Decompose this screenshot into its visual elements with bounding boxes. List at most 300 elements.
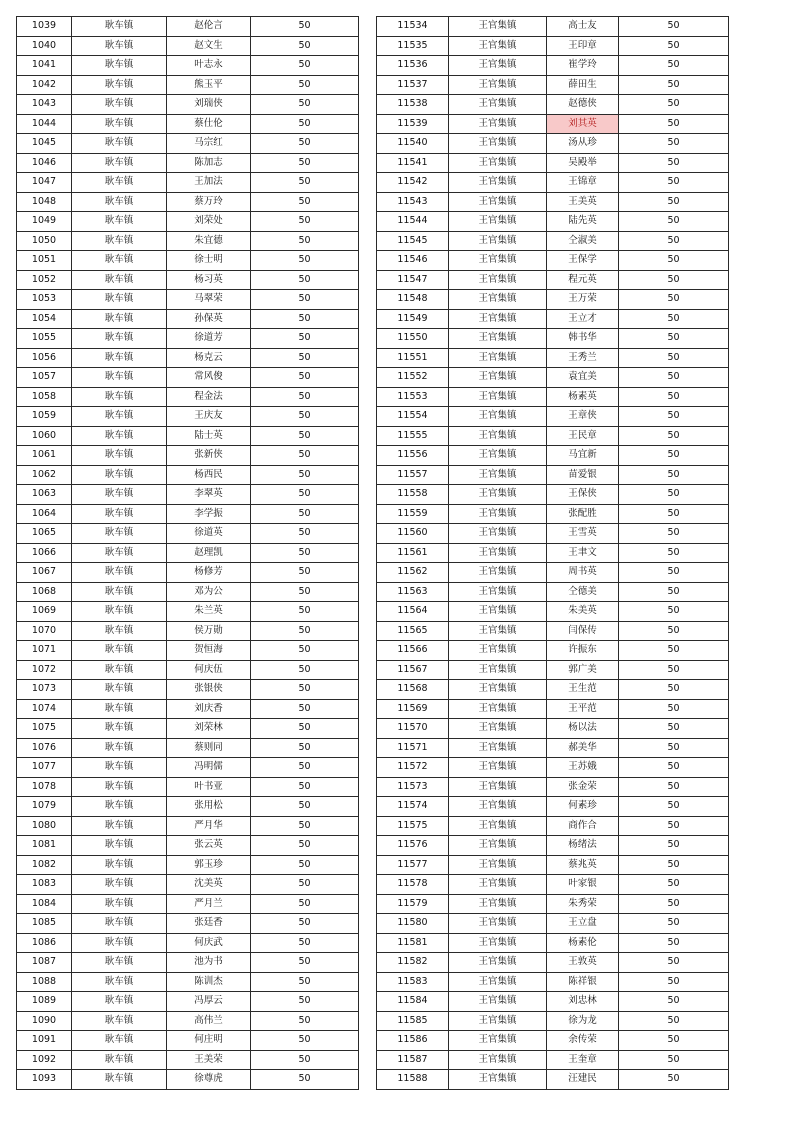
amount-cell: 50 [619, 953, 729, 973]
row-id-cell: 11585 [377, 1011, 449, 1031]
row-id-cell: 1060 [17, 426, 72, 446]
table-row [17, 660, 359, 680]
amount-cell: 50 [619, 407, 729, 427]
name-cell: 李学振 [167, 504, 251, 524]
row-id-cell: 1058 [17, 387, 72, 407]
town-cell: 王官集镇 [449, 95, 547, 115]
row-id-cell: 11563 [377, 582, 449, 602]
table-row [17, 524, 359, 544]
amount-cell: 50 [251, 660, 359, 680]
row-id-cell: 11555 [377, 426, 449, 446]
name-cell: 赵理凯 [167, 543, 251, 563]
table-row [17, 933, 359, 953]
table-row [377, 270, 729, 290]
table-row [377, 465, 729, 485]
table-row [377, 407, 729, 427]
row-id-cell: 1084 [17, 894, 72, 914]
name-cell: 张配胜 [547, 504, 619, 524]
town-cell: 耿车镇 [72, 75, 167, 95]
row-id-cell: 11543 [377, 192, 449, 212]
row-id-cell: 1056 [17, 348, 72, 368]
row-id-cell: 11580 [377, 914, 449, 934]
amount-cell: 50 [251, 1011, 359, 1031]
row-id-cell: 11549 [377, 309, 449, 329]
amount-cell: 50 [251, 953, 359, 973]
table-row [17, 875, 359, 895]
amount-cell: 50 [251, 368, 359, 388]
town-cell: 耿车镇 [72, 1070, 167, 1090]
amount-cell: 50 [251, 1070, 359, 1090]
row-id-cell: 1042 [17, 75, 72, 95]
row-id-cell: 11581 [377, 933, 449, 953]
table-row [17, 602, 359, 622]
row-id-cell: 1093 [17, 1070, 72, 1090]
name-cell: 杨克云 [167, 348, 251, 368]
row-id-cell: 11574 [377, 797, 449, 817]
town-cell: 耿车镇 [72, 660, 167, 680]
amount-cell: 50 [619, 465, 729, 485]
row-id-cell: 11545 [377, 231, 449, 251]
town-cell: 王官集镇 [449, 426, 547, 446]
row-id-cell: 11539 [377, 114, 449, 134]
amount-cell: 50 [251, 875, 359, 895]
table-row [17, 504, 359, 524]
amount-cell: 50 [619, 563, 729, 583]
table-row [377, 797, 729, 817]
row-id-cell: 11583 [377, 972, 449, 992]
name-cell: 崔学玲 [547, 56, 619, 76]
table-row [17, 309, 359, 329]
name-cell: 张云英 [167, 836, 251, 856]
name-cell: 闫保传 [547, 621, 619, 641]
name-cell: 汤从珍 [547, 134, 619, 154]
name-cell: 陈加志 [167, 153, 251, 173]
town-cell: 王官集镇 [449, 56, 547, 76]
row-id-cell: 1086 [17, 933, 72, 953]
amount-cell: 50 [619, 95, 729, 115]
row-id-cell: 1059 [17, 407, 72, 427]
town-cell: 王官集镇 [449, 582, 547, 602]
name-cell: 张廷香 [167, 914, 251, 934]
row-id-cell: 11551 [377, 348, 449, 368]
name-cell: 邓为公 [167, 582, 251, 602]
town-cell: 王官集镇 [449, 602, 547, 622]
amount-cell: 50 [251, 914, 359, 934]
town-cell: 王官集镇 [449, 348, 547, 368]
town-cell: 王官集镇 [449, 192, 547, 212]
name-cell: 朱秀荣 [547, 894, 619, 914]
row-id-cell: 11536 [377, 56, 449, 76]
table-row [17, 173, 359, 193]
table-row [377, 660, 729, 680]
row-id-cell: 1079 [17, 797, 72, 817]
town-cell: 耿车镇 [72, 309, 167, 329]
row-id-cell: 11541 [377, 153, 449, 173]
row-id-cell: 11558 [377, 485, 449, 505]
name-cell: 王保学 [547, 251, 619, 271]
table-row [377, 231, 729, 251]
town-cell: 王官集镇 [449, 290, 547, 310]
amount-cell: 50 [619, 816, 729, 836]
row-id-cell: 11575 [377, 816, 449, 836]
town-cell: 王官集镇 [449, 1031, 547, 1051]
amount-cell: 50 [251, 699, 359, 719]
table-row [377, 36, 729, 56]
amount-cell: 50 [619, 992, 729, 1012]
amount-cell: 50 [619, 582, 729, 602]
amount-cell: 50 [251, 485, 359, 505]
name-cell: 冯厚云 [167, 992, 251, 1012]
table-row [377, 368, 729, 388]
town-cell: 耿车镇 [72, 894, 167, 914]
table-row [377, 426, 729, 446]
amount-cell: 50 [251, 504, 359, 524]
town-cell: 耿车镇 [72, 446, 167, 466]
amount-cell: 50 [619, 524, 729, 544]
name-cell: 袁宜美 [547, 368, 619, 388]
name-cell: 王保侠 [547, 485, 619, 505]
town-cell: 耿车镇 [72, 134, 167, 154]
amount-cell: 50 [619, 1011, 729, 1031]
town-cell: 耿车镇 [72, 212, 167, 232]
amount-cell: 50 [251, 816, 359, 836]
amount-cell: 50 [251, 680, 359, 700]
amount-cell: 50 [251, 212, 359, 232]
town-cell: 王官集镇 [449, 446, 547, 466]
table-row [377, 1070, 729, 1090]
amount-cell: 50 [251, 407, 359, 427]
amount-cell: 50 [619, 36, 729, 56]
name-cell: 汪建民 [547, 1070, 619, 1090]
row-id-cell: 1069 [17, 602, 72, 622]
amount-cell: 50 [619, 485, 729, 505]
amount-cell: 50 [619, 719, 729, 739]
amount-cell: 50 [619, 153, 729, 173]
town-cell: 王官集镇 [449, 251, 547, 271]
table-row [17, 992, 359, 1012]
name-cell: 熊玉平 [167, 75, 251, 95]
name-cell: 刘荣处 [167, 212, 251, 232]
row-id-cell: 1039 [17, 17, 72, 37]
row-id-cell: 11573 [377, 777, 449, 797]
row-id-cell: 1050 [17, 231, 72, 251]
amount-cell: 50 [251, 153, 359, 173]
amount-cell: 50 [251, 836, 359, 856]
name-cell: 王苏娥 [547, 758, 619, 778]
amount-cell: 50 [619, 251, 729, 271]
town-cell: 耿车镇 [72, 758, 167, 778]
town-cell: 耿车镇 [72, 348, 167, 368]
name-cell: 沈美英 [167, 875, 251, 895]
row-id-cell: 11569 [377, 699, 449, 719]
table-row [17, 75, 359, 95]
town-cell: 王官集镇 [449, 777, 547, 797]
town-cell: 王官集镇 [449, 543, 547, 563]
name-cell: 徐为龙 [547, 1011, 619, 1031]
town-cell: 王官集镇 [449, 387, 547, 407]
amount-cell: 50 [619, 680, 729, 700]
amount-cell: 50 [619, 270, 729, 290]
table-row [377, 777, 729, 797]
row-id-cell: 1052 [17, 270, 72, 290]
name-cell: 薛田生 [547, 75, 619, 95]
row-id-cell: 11561 [377, 543, 449, 563]
town-cell: 王官集镇 [449, 329, 547, 349]
town-cell: 耿车镇 [72, 582, 167, 602]
amount-cell: 50 [251, 231, 359, 251]
name-cell: 马宗红 [167, 134, 251, 154]
row-id-cell: 1080 [17, 816, 72, 836]
town-cell: 耿车镇 [72, 173, 167, 193]
row-id-cell: 1087 [17, 953, 72, 973]
amount-cell: 50 [619, 914, 729, 934]
table-row [377, 933, 729, 953]
amount-cell: 50 [619, 641, 729, 661]
table-row [17, 738, 359, 758]
amount-cell: 50 [251, 348, 359, 368]
row-id-cell: 1063 [17, 485, 72, 505]
amount-cell: 50 [251, 75, 359, 95]
table-row [17, 426, 359, 446]
row-id-cell: 1081 [17, 836, 72, 856]
table-row [17, 270, 359, 290]
table-row [377, 641, 729, 661]
name-cell: 叶志永 [167, 56, 251, 76]
town-cell: 王官集镇 [449, 36, 547, 56]
amount-cell: 50 [619, 75, 729, 95]
table-row [377, 212, 729, 232]
town-cell: 王官集镇 [449, 797, 547, 817]
town-cell: 耿车镇 [72, 290, 167, 310]
town-cell: 耿车镇 [72, 95, 167, 115]
row-id-cell: 11542 [377, 173, 449, 193]
name-cell: 蔡万玲 [167, 192, 251, 212]
name-cell: 常风俊 [167, 368, 251, 388]
town-cell: 耿车镇 [72, 953, 167, 973]
town-cell: 王官集镇 [449, 660, 547, 680]
row-id-cell: 11577 [377, 855, 449, 875]
table-row [377, 621, 729, 641]
row-id-cell: 1075 [17, 719, 72, 739]
row-id-cell: 1064 [17, 504, 72, 524]
table-row [17, 231, 359, 251]
row-id-cell: 1089 [17, 992, 72, 1012]
table-row [377, 387, 729, 407]
name-cell: 叶书亚 [167, 777, 251, 797]
row-id-cell: 1076 [17, 738, 72, 758]
name-cell: 郭广美 [547, 660, 619, 680]
name-cell: 程元英 [547, 270, 619, 290]
table-row [377, 875, 729, 895]
row-id-cell: 1092 [17, 1050, 72, 1070]
town-cell: 王官集镇 [449, 368, 547, 388]
town-cell: 耿车镇 [72, 407, 167, 427]
table-row [377, 290, 729, 310]
table-row [17, 348, 359, 368]
table-row [377, 563, 729, 583]
row-id-cell: 1091 [17, 1031, 72, 1051]
town-cell: 王官集镇 [449, 134, 547, 154]
table-row [17, 485, 359, 505]
town-cell: 耿车镇 [72, 816, 167, 836]
row-id-cell: 11557 [377, 465, 449, 485]
amount-cell: 50 [251, 738, 359, 758]
amount-cell: 50 [251, 582, 359, 602]
row-id-cell: 11586 [377, 1031, 449, 1051]
table-row [377, 953, 729, 973]
table-row [377, 348, 729, 368]
table-row [17, 1050, 359, 1070]
amount-cell: 50 [619, 894, 729, 914]
name-cell: 高伟兰 [167, 1011, 251, 1031]
amount-cell: 50 [251, 114, 359, 134]
table-row [377, 543, 729, 563]
name-cell: 孙保英 [167, 309, 251, 329]
row-id-cell: 1074 [17, 699, 72, 719]
name-cell: 王生范 [547, 680, 619, 700]
amount-cell: 50 [619, 621, 729, 641]
name-cell: 杨习英 [167, 270, 251, 290]
name-cell: 周书英 [547, 563, 619, 583]
table-row [377, 17, 729, 37]
name-cell: 刘庆香 [167, 699, 251, 719]
amount-cell: 50 [619, 134, 729, 154]
row-id-cell: 1088 [17, 972, 72, 992]
name-cell: 马宜新 [547, 446, 619, 466]
name-cell: 杨西民 [167, 465, 251, 485]
table-row [17, 816, 359, 836]
row-id-cell: 1044 [17, 114, 72, 134]
name-cell: 郝美华 [547, 738, 619, 758]
table-row [17, 777, 359, 797]
table-row [377, 504, 729, 524]
amount-cell: 50 [619, 329, 729, 349]
town-cell: 耿车镇 [72, 680, 167, 700]
row-id-cell: 11554 [377, 407, 449, 427]
town-cell: 王官集镇 [449, 816, 547, 836]
name-cell: 朱美英 [547, 602, 619, 622]
name-cell: 李翠英 [167, 485, 251, 505]
amount-cell: 50 [619, 309, 729, 329]
row-id-cell: 11535 [377, 36, 449, 56]
table-row [377, 855, 729, 875]
row-id-cell: 11566 [377, 641, 449, 661]
table-row [17, 465, 359, 485]
amount-cell: 50 [251, 465, 359, 485]
table-row [17, 17, 359, 37]
table-row [377, 173, 729, 193]
name-cell: 王秀兰 [547, 348, 619, 368]
table-row [17, 387, 359, 407]
town-cell: 耿车镇 [72, 1031, 167, 1051]
table-row [17, 563, 359, 583]
name-cell: 仝德美 [547, 582, 619, 602]
table-row [17, 153, 359, 173]
amount-cell: 50 [619, 173, 729, 193]
row-id-cell: 11559 [377, 504, 449, 524]
name-cell: 王美荣 [167, 1050, 251, 1070]
amount-cell: 50 [619, 192, 729, 212]
table-row [377, 699, 729, 719]
name-cell: 蔡则同 [167, 738, 251, 758]
town-cell: 王官集镇 [449, 680, 547, 700]
table-row [377, 192, 729, 212]
amount-cell: 50 [619, 543, 729, 563]
town-cell: 耿车镇 [72, 56, 167, 76]
amount-cell: 50 [619, 855, 729, 875]
town-cell: 耿车镇 [72, 992, 167, 1012]
amount-cell: 50 [251, 426, 359, 446]
table-row [17, 56, 359, 76]
town-cell: 王官集镇 [449, 1050, 547, 1070]
town-cell: 王官集镇 [449, 1011, 547, 1031]
town-cell: 王官集镇 [449, 972, 547, 992]
amount-cell: 50 [619, 212, 729, 232]
amount-cell: 50 [251, 56, 359, 76]
table-row [17, 329, 359, 349]
name-cell: 贺恒海 [167, 641, 251, 661]
town-cell: 耿车镇 [72, 836, 167, 856]
amount-cell: 50 [251, 524, 359, 544]
town-cell: 王官集镇 [449, 270, 547, 290]
amount-cell: 50 [251, 621, 359, 641]
name-cell: 徐道芳 [167, 329, 251, 349]
amount-cell: 50 [619, 231, 729, 251]
table-row [377, 134, 729, 154]
town-cell: 王官集镇 [449, 17, 547, 37]
name-cell: 杨素伦 [547, 933, 619, 953]
town-cell: 耿车镇 [72, 36, 167, 56]
row-id-cell: 11553 [377, 387, 449, 407]
amount-cell: 50 [619, 972, 729, 992]
table-row [377, 56, 729, 76]
town-cell: 耿车镇 [72, 1050, 167, 1070]
row-id-cell: 11582 [377, 953, 449, 973]
name-cell: 张金荣 [547, 777, 619, 797]
row-id-cell: 1057 [17, 368, 72, 388]
town-cell: 王官集镇 [449, 309, 547, 329]
name-cell: 徐士明 [167, 251, 251, 271]
name-cell: 韩书华 [547, 329, 619, 349]
table-row [377, 972, 729, 992]
row-id-cell: 1045 [17, 134, 72, 154]
amount-cell: 50 [251, 894, 359, 914]
town-cell: 耿车镇 [72, 621, 167, 641]
town-cell: 王官集镇 [449, 231, 547, 251]
name-cell: 刘瑞侠 [167, 95, 251, 115]
town-cell: 耿车镇 [72, 914, 167, 934]
table-row [17, 836, 359, 856]
name-cell: 张银侠 [167, 680, 251, 700]
town-cell: 耿车镇 [72, 368, 167, 388]
row-id-cell: 11567 [377, 660, 449, 680]
row-id-cell: 11550 [377, 329, 449, 349]
name-cell: 王万荣 [547, 290, 619, 310]
right-roster-table [376, 16, 729, 1090]
table-row [377, 894, 729, 914]
table-row [377, 738, 729, 758]
table-row [377, 602, 729, 622]
town-cell: 王官集镇 [449, 758, 547, 778]
row-id-cell: 11587 [377, 1050, 449, 1070]
table-row [17, 582, 359, 602]
amount-cell: 50 [251, 719, 359, 739]
town-cell: 王官集镇 [449, 992, 547, 1012]
amount-cell: 50 [251, 36, 359, 56]
table-row [377, 251, 729, 271]
amount-cell: 50 [619, 348, 729, 368]
name-cell: 王立盘 [547, 914, 619, 934]
